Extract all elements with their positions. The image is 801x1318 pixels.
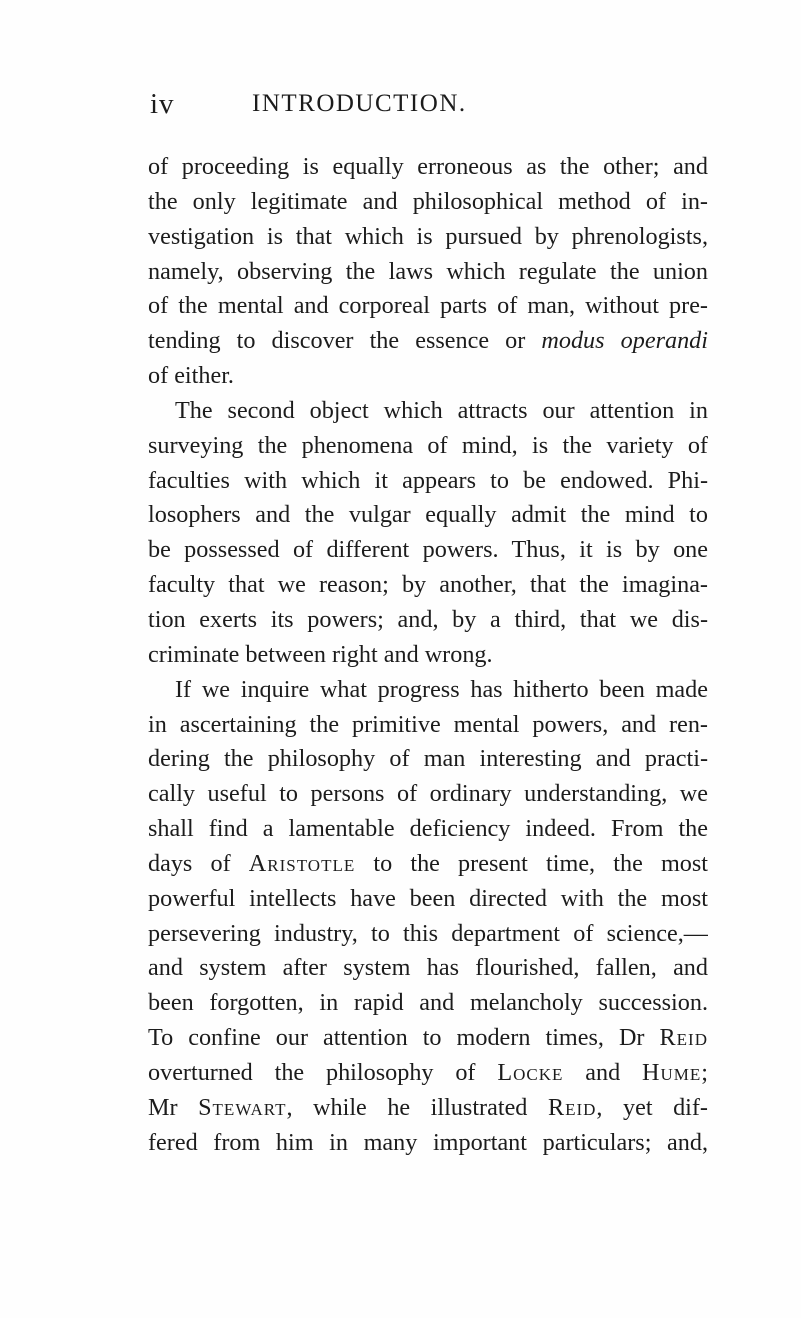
text-line: namely, observing the laws which regulate the union bbox=[148, 257, 708, 285]
page-header bbox=[0, 88, 801, 128]
name-aristotle: Aristotle bbox=[248, 849, 356, 877]
text-line bbox=[148, 324, 708, 359]
text-line bbox=[148, 1021, 708, 1056]
text-line bbox=[148, 1091, 708, 1126]
text-line: powerful intellects have been directed with the most bbox=[148, 884, 708, 912]
name-hume: Hume bbox=[642, 1058, 702, 1086]
text-line: If we inquire what progress has hitherto been made bbox=[175, 675, 708, 703]
text-span: days of bbox=[148, 849, 249, 877]
text-line: in ascertaining the primitive mental powers, and ren- bbox=[148, 710, 708, 738]
name-stewart: Stewart bbox=[198, 1093, 287, 1121]
text-line: The second object which attracts our attention in bbox=[175, 396, 708, 424]
text-line: faculties with which it appears to be endowed. Phi- bbox=[148, 466, 708, 494]
name-reid: Reid bbox=[547, 1093, 597, 1121]
text-span: tending to discover the essence or bbox=[148, 327, 542, 355]
text-line: of either. bbox=[148, 362, 234, 390]
text-line: of proceeding is equally erroneous as the other; and bbox=[148, 153, 708, 180]
name-locke: Locke bbox=[497, 1058, 564, 1086]
italic-phrase: modus operandi bbox=[541, 327, 708, 355]
text-line: cally useful to persons of ordinary understanding, we bbox=[148, 780, 708, 808]
text-line bbox=[148, 1056, 708, 1091]
text-span: overturned the philosophy of bbox=[148, 1058, 498, 1086]
text-line: criminate between right and wrong. bbox=[148, 640, 493, 668]
page-number: iv bbox=[150, 88, 175, 120]
running-head: INTRODUCTION. bbox=[252, 90, 467, 117]
text-line bbox=[148, 847, 708, 882]
text-span: To confine our attention to modern times, Dr bbox=[148, 1024, 660, 1052]
text-line: and system after system has flourished, fallen, and bbox=[148, 954, 708, 982]
text-span: , while he illustrated bbox=[286, 1093, 548, 1121]
text-line: the only legitimate and philosophical method of in- bbox=[148, 187, 708, 215]
name-reid: Reid bbox=[659, 1024, 708, 1052]
text-span: ; bbox=[701, 1058, 708, 1086]
text-line: be possessed of different powers. Thus, it is by one bbox=[148, 536, 708, 564]
text-span: Mr bbox=[148, 1093, 199, 1121]
text-line: vestigation is that which is pursued by phrenologists, bbox=[148, 222, 708, 250]
text-line: faculty that we reason; by another, that the imagina- bbox=[148, 571, 708, 599]
text-span: and bbox=[563, 1058, 643, 1086]
text-line: persevering industry, to this department of science,— bbox=[148, 919, 708, 947]
text-line: fered from him in many important particulars; and, bbox=[148, 1128, 708, 1156]
text-line: losophers and the vulgar equally admit the mind to bbox=[148, 501, 708, 529]
text-span: to the present time, the most bbox=[355, 849, 708, 877]
text-span: , yet dif- bbox=[596, 1093, 708, 1121]
body-text bbox=[148, 150, 708, 1160]
text-line: of the mental and corporeal parts of man, without pre- bbox=[148, 292, 708, 320]
text-line: been forgotten, in rapid and melancholy succession. bbox=[148, 989, 708, 1017]
text-line: surveying the phenomena of mind, is the variety of bbox=[148, 431, 708, 459]
text-line: shall find a lamentable deficiency indeed. From the bbox=[148, 815, 708, 843]
text-line: tion exerts its powers; and, by a third, that we dis- bbox=[148, 605, 708, 633]
text-line: dering the philosophy of man interesting and practi- bbox=[148, 745, 708, 773]
